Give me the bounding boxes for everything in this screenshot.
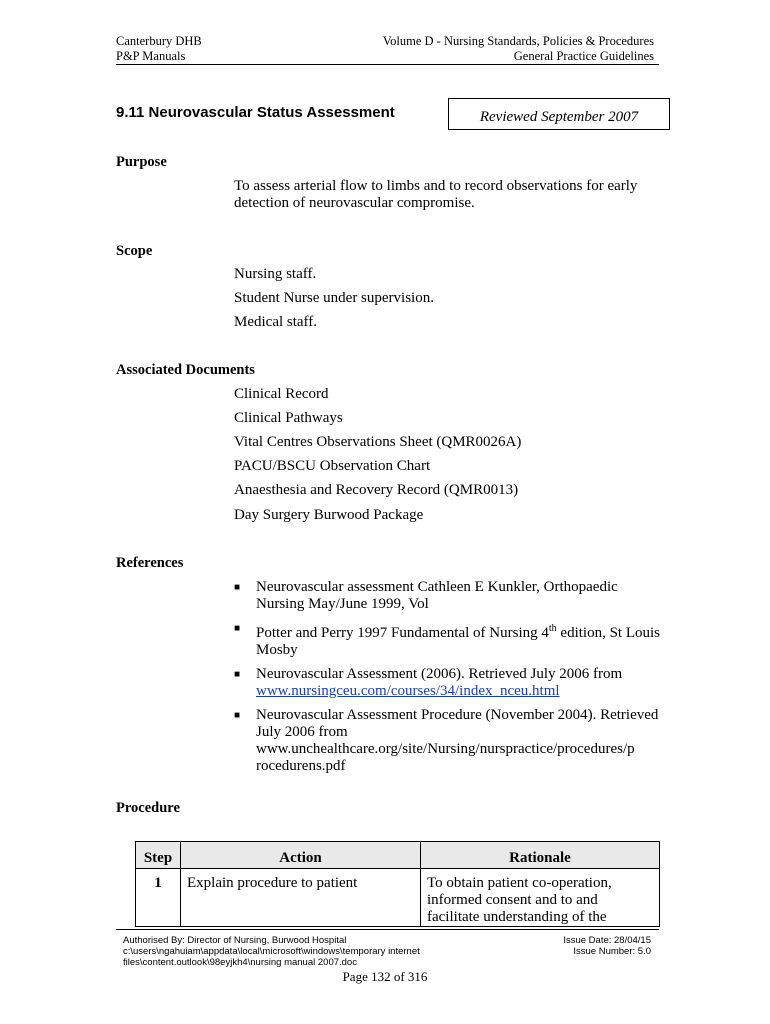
table-header-row xyxy=(136,842,660,869)
reference-link[interactable]: www.nursingceu.com/courses/34/index_nceu.html xyxy=(256,683,560,699)
scope-heading: Scope xyxy=(116,243,153,259)
page-title: 9.11 Neurovascular Status Assessment xyxy=(116,104,395,121)
header-right xyxy=(383,34,654,64)
step-cell: 1 xyxy=(136,869,181,927)
associated-item: Anaesthesia and Recovery Record (QMR0013) xyxy=(234,482,519,498)
page-number: Page 132 of 316 xyxy=(342,969,428,984)
org-name: Canterbury DHB xyxy=(116,34,202,48)
file-path-line: files\content.outlook\98eyjkh4\nursing manual 2007.doc xyxy=(123,957,357,968)
file-path-line: c:\users\ngahuiam\appdata\local\microsoft\windows\temporary internet xyxy=(123,946,420,957)
action-cell: Explain procedure to patient xyxy=(181,869,421,927)
associated-item: Day Surgery Burwood Package xyxy=(234,507,424,523)
purpose-text: To assess arterial flow to limbs and to record observations for early detection of neurovascular compromise. xyxy=(234,178,638,211)
bullet-square-icon: ■ xyxy=(234,623,241,634)
header-left xyxy=(116,34,202,64)
references-list xyxy=(234,579,664,782)
footer-left xyxy=(123,935,420,968)
associated-item: Vital Centres Observations Sheet (QMR0026A) xyxy=(234,434,522,450)
column-header-rationale: Rationale xyxy=(421,842,660,869)
associated-heading: Associated Documents xyxy=(116,362,255,378)
procedure-table xyxy=(135,841,660,927)
volume-title: Volume D - Nursing Standards, Policies & Procedures xyxy=(382,34,654,48)
manual-name: P&P Manuals xyxy=(116,49,186,63)
reviewed-box xyxy=(448,98,670,130)
reference-item: ■ Potter and Perry 1997 Fundamental of Nursing 4th edition, St Louis Mosby xyxy=(234,620,664,659)
column-header-action: Action xyxy=(181,842,421,869)
references-heading: References xyxy=(116,555,184,571)
procedure-heading: Procedure xyxy=(116,800,180,816)
reference-item: ■ Neurovascular assessment Cathleen E Kunkler, Orthopaedic Nursing May/June 1999, Vol xyxy=(234,579,618,612)
guideline-title: General Practice Guidelines xyxy=(513,49,654,63)
associated-item: PACU/BSCU Observation Chart xyxy=(234,458,431,474)
associated-item: Clinical Pathways xyxy=(234,410,343,426)
bullet-square-icon: ■ xyxy=(234,669,241,680)
footer-divider xyxy=(116,929,659,930)
scope-item: Medical staff. xyxy=(234,314,318,330)
rationale-cell: To obtain patient co-operation, informed consent and to and facilitate understanding of the xyxy=(421,869,660,927)
column-header-step: Step xyxy=(136,842,181,869)
footer-right xyxy=(563,935,651,957)
issue-date: Issue Date: 28/04/15 xyxy=(563,935,651,946)
table-row xyxy=(136,869,660,927)
purpose-heading: Purpose xyxy=(116,154,167,170)
reference-item: ■ Neurovascular Assessment (2006). Retrieved July 2006 from www.nursingceu.com/courses/34/index_nceu.html xyxy=(234,666,623,699)
reference-item: ■ Neurovascular Assessment Procedure (November 2004). Retrieved July 2006 from www.unchealthcare.org/site/Nursing/nurspractice/procedures/p rocedurens.pdf xyxy=(234,707,659,774)
bullet-square-icon: ■ xyxy=(234,582,241,593)
reviewed-text: Reviewed September 2007 xyxy=(479,108,639,125)
header-divider xyxy=(116,64,659,65)
authorised-by: Authorised By: Director of Nursing, Burwood Hospital xyxy=(123,935,347,946)
scope-item: Student Nurse under supervision. xyxy=(234,290,434,306)
scope-item: Nursing staff. xyxy=(234,266,317,282)
associated-item: Clinical Record xyxy=(234,386,329,402)
issue-number: Issue Number: 5.0 xyxy=(573,946,651,957)
bullet-square-icon: ■ xyxy=(234,710,241,721)
